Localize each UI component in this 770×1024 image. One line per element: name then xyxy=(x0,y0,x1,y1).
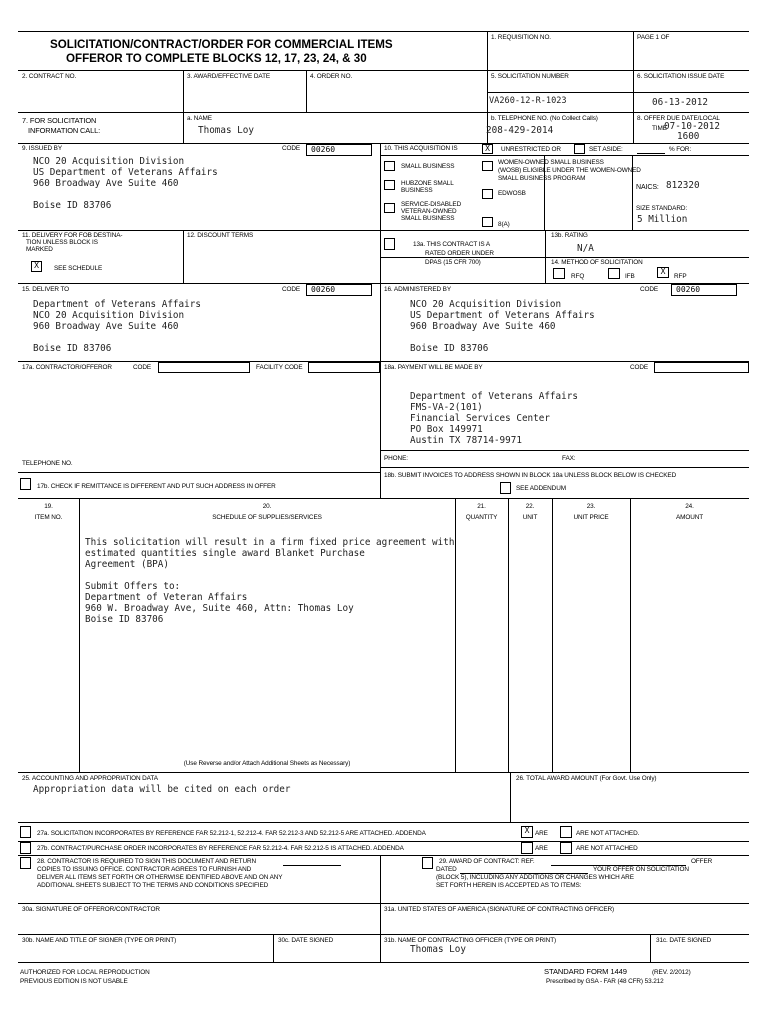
rating-label: 13b. RATING xyxy=(551,232,588,239)
ifb-label: IFB xyxy=(625,273,635,280)
telephone-label: b. TELEPHONE NO. (No Collect Calls) xyxy=(491,115,598,122)
copies-line xyxy=(283,865,341,866)
col-schedule: SCHEDULE OF SUPPLIES/SERVICES xyxy=(212,514,322,521)
sdvosb-label-3: SMALL BUSINESS xyxy=(401,215,455,222)
admin-code-value[interactable]: 00260 xyxy=(671,284,737,296)
contractor-sign-checkbox[interactable] xyxy=(20,857,31,869)
footer-previous-edition: PREVIOUS EDITION IS NOT USABLE xyxy=(20,978,128,985)
fax-label: FAX: xyxy=(562,455,576,462)
remittance-label: 17b. CHECK IF REMITTANCE IS DIFFERENT AND PUT SUCH ADDRESS IN OFFER xyxy=(37,483,276,490)
block-29-dated: DATED xyxy=(436,866,457,873)
block-28-line-4: ADDITIONAL SHEETS SUBJECT TO THE TERMS AND CONDITIONS SPECIFIED xyxy=(37,882,269,889)
offer-due-label: 8. OFFER DUE DATE/LOCAL xyxy=(637,115,720,122)
signature-co-label: 31a. UNITED STATES OF AMERICA (SIGNATURE OF CONTRACTING OFFICER) xyxy=(384,906,615,913)
far-27b-label: 27b. CONTRACT/PURCHASE ORDER INCORPORATES BY REFERENCE FAR 52.212-4. FAR 52.212-5 IS ATTACHED. ADDENDA xyxy=(37,845,404,852)
far-27b-not-checkbox[interactable] xyxy=(560,842,572,854)
award-date-label: 3. AWARD/EFFECTIVE DATE xyxy=(187,73,271,80)
discount-terms-label: 12. DISCOUNT TERMS xyxy=(187,232,254,239)
unrestricted-checkbox[interactable]: X xyxy=(482,144,493,154)
wosb-label-3: SMALL BUSINESS PROGRAM xyxy=(498,175,586,182)
col-unit-price: UNIT PRICE xyxy=(573,514,609,521)
contractor-label: 17a. CONTRACTOR/OFFEROR xyxy=(22,364,112,371)
size-standard-value[interactable]: 5 Million xyxy=(637,214,688,225)
far-27a-are-label: ARE xyxy=(535,830,548,837)
edwosb-checkbox[interactable] xyxy=(482,189,493,199)
edwosb-label: EDWOSB xyxy=(498,190,526,197)
col-amount-number: 24. xyxy=(685,503,694,510)
set-aside-label: SET ASIDE: xyxy=(589,146,623,153)
rated-order-label-2: RATED ORDER UNDER xyxy=(425,250,494,257)
rfp-checkbox[interactable]: X xyxy=(657,267,669,278)
info-call-label: 7. FOR SOLICITATION xyxy=(22,116,97,125)
footer-authorized: AUTHORIZED FOR LOCAL REPRODUCTION xyxy=(20,969,150,976)
far-27a-label: 27a. SOLICITATION INCORPORATES BY REFERENCE FAR 52.212-1, 52.212-4. FAR 52.212-3 AND 52.212-5 ARE ATTACHED. ADDENDA xyxy=(37,830,426,837)
accounting-value[interactable]: Appropriation data will be cited on each order xyxy=(33,784,291,795)
rfq-label: RFQ xyxy=(571,273,585,280)
rated-order-label-3: DPAS (15 CFR 700) xyxy=(425,259,481,266)
method-label: 14. METHOD OF SOLICITATION xyxy=(551,259,643,266)
far-27a-not-checkbox[interactable] xyxy=(560,826,572,838)
sdvosb-checkbox[interactable] xyxy=(384,203,395,213)
eight-a-label: 8(A) xyxy=(498,221,510,228)
facility-code-label: FACILITY CODE xyxy=(256,364,303,371)
signer-date-label: 30c. DATE SIGNED xyxy=(278,937,334,944)
contractor-code-label: CODE xyxy=(133,364,152,371)
issued-by-label: 9. ISSUED BY xyxy=(22,145,62,152)
facility-code-input[interactable] xyxy=(308,362,380,373)
col-amount: AMOUNT xyxy=(675,514,704,521)
accounting-label: 25. ACCOUNTING AND APPROPRIATION DATA xyxy=(22,775,158,782)
co-name-value[interactable]: Thomas Loy xyxy=(410,944,466,955)
co-date-label: 31c. DATE SIGNED xyxy=(656,937,712,944)
set-aside-checkbox[interactable] xyxy=(574,144,585,154)
telephone-value[interactable]: 208-429-2014 xyxy=(486,125,554,136)
name-label: a. NAME xyxy=(187,115,212,122)
eight-a-checkbox[interactable] xyxy=(482,217,493,227)
award-checkbox[interactable] xyxy=(422,857,433,869)
fob-label: 11. DELIVERY FOR FOB DESTINA- xyxy=(22,232,123,239)
rated-order-checkbox[interactable] xyxy=(384,238,395,250)
fob-label-3: MARKED xyxy=(26,246,53,253)
hubzone-checkbox[interactable] xyxy=(384,180,395,190)
see-addendum-checkbox[interactable] xyxy=(500,482,511,494)
block-29-line-3: (BLOCK 5), INCLUDING ANY ADDITIONS OR CHANGES WHICH ARE xyxy=(436,874,634,881)
naics-label: NAICS: xyxy=(636,184,659,191)
block-29-line-1: 29. AWARD OF CONTRACT: REF. xyxy=(439,858,535,865)
issue-date-value[interactable]: 06-13-2012 xyxy=(652,97,708,108)
issued-code-value[interactable]: 00260 xyxy=(306,144,372,156)
far-27b-checkbox[interactable] xyxy=(20,842,31,854)
deliver-to-label: 15. DELIVER TO xyxy=(22,286,70,293)
page-label: PAGE 1 OF xyxy=(637,34,670,41)
wosb-label-2: (WOSB) ELIGIBLE UNDER THE WOMEN-OWNED xyxy=(498,167,641,174)
rating-value[interactable]: N/A xyxy=(577,243,594,254)
col-quantity: QUANTITY xyxy=(465,514,498,521)
phone-label: PHONE: xyxy=(384,455,408,462)
see-schedule-checkbox[interactable]: X xyxy=(31,261,42,272)
contract-no-label: 2. CONTRACT NO. xyxy=(22,73,77,80)
info-call-label-2: INFORMATION CALL: xyxy=(28,126,101,135)
signature-offeror-label: 30a. SIGNATURE OF OFFEROR/CONTRACTOR xyxy=(22,906,160,913)
co-name-label: 31b. NAME OF CONTRACTING OFFICER (TYPE OR PRINT) xyxy=(384,937,557,944)
time-label: TIME xyxy=(652,125,667,132)
acquisition-label: 10. THIS ACQUISITION IS xyxy=(384,145,458,152)
far-27b-are-checkbox[interactable] xyxy=(521,842,533,854)
footer-revision: (REV. 2/2012) xyxy=(652,969,691,976)
payment-label: 18a. PAYMENT WILL BE MADE BY xyxy=(384,364,483,371)
col-unit-number: 22. xyxy=(525,503,535,510)
block-28-line-3: DELIVER ALL ITEMS SET FORTH OR OTHERWISE IDENTIFIED ABOVE AND ON ANY xyxy=(37,874,283,881)
far-27a-checkbox[interactable] xyxy=(20,826,31,838)
deliver-code-label: CODE xyxy=(282,286,301,293)
see-schedule-label: SEE SCHEDULE xyxy=(54,265,103,272)
remittance-checkbox[interactable] xyxy=(20,478,31,490)
payment-code-input[interactable] xyxy=(654,362,749,373)
deliver-code-value[interactable]: 00260 xyxy=(306,284,372,296)
contact-name-value[interactable]: Thomas Loy xyxy=(198,125,254,136)
col-quantity-number: 21. xyxy=(477,503,486,510)
far-27a-not-label: ARE NOT ATTACHED. xyxy=(576,830,640,837)
offer-due-date-value[interactable]: 07-10-2012 xyxy=(664,121,720,132)
col-unit-price-number: 23. xyxy=(586,503,596,510)
solicitation-number-value[interactable]: VA260-12-R-1023 xyxy=(489,96,567,106)
solicitation-number-label: 5. SOLICITATION NUMBER xyxy=(491,73,569,80)
size-standard-label: SIZE STANDARD: xyxy=(636,205,688,212)
payment-code-label: CODE xyxy=(630,364,649,371)
administered-by-label: 16. ADMINISTERED BY xyxy=(384,286,451,293)
form-title: SOLICITATION/CONTRACT/ORDER FOR COMMERCIAL ITEMS xyxy=(50,38,393,51)
far-27a-are-checkbox[interactable]: X xyxy=(521,826,533,838)
offer-due-time-value[interactable]: 1600 xyxy=(677,131,700,142)
small-business-checkbox[interactable] xyxy=(384,161,395,171)
signer-name-label: 30b. NAME AND TITLE OF SIGNER (TYPE OR PRINT) xyxy=(22,937,177,944)
footer-form-name: STANDARD FORM 1449 xyxy=(544,967,627,976)
hubzone-label-2: BUSINESS xyxy=(401,187,433,194)
rfq-checkbox[interactable] xyxy=(553,268,565,279)
unrestricted-label: UNRESTRICTED OR xyxy=(501,146,561,153)
order-no-label: 4. ORDER NO. xyxy=(310,73,353,80)
contractor-telephone-label: TELEPHONE NO. xyxy=(22,460,73,467)
sdvosb-label-2: VETERAN-OWNED xyxy=(401,208,457,215)
admin-code-label: CODE xyxy=(640,286,659,293)
block-29-offer: OFFER xyxy=(691,858,713,865)
block-29-line-4: SET FORTH HEREIN IS ACCEPTED AS TO ITEMS: xyxy=(436,882,582,889)
total-award-label: 26. TOTAL AWARD AMOUNT (For Govt. Use Only) xyxy=(516,775,657,782)
naics-value[interactable]: 812320 xyxy=(666,180,700,191)
col-item-no-number: 19. xyxy=(44,503,53,510)
wosb-checkbox[interactable] xyxy=(482,161,493,171)
invoice-label: 18b. SUBMIT INVOICES TO ADDRESS SHOWN IN BLOCK 18a UNLESS BLOCK BELOW IS CHECKED xyxy=(384,472,677,479)
set-aside-percent-line xyxy=(637,153,665,154)
far-27b-are-label: ARE xyxy=(535,845,548,852)
col-schedule-number: 20. xyxy=(262,503,272,510)
rfp-label: RFP xyxy=(674,273,687,280)
block-28-line-1: 28. CONTRACTOR IS REQUIRED TO SIGN THIS DOCUMENT AND RETURN xyxy=(37,858,256,865)
block-28-line-2: COPIES TO ISSUING OFFICE. CONTRACTOR AGREES TO FURNISH AND xyxy=(37,866,252,873)
far-27b-not-label: ARE NOT ATTACHED xyxy=(576,845,638,852)
wosb-label: WOMEN-OWNED SMALL BUSINESS xyxy=(498,159,604,166)
issued-code-label: CODE xyxy=(282,145,301,152)
col-unit: UNIT xyxy=(522,514,538,521)
contractor-code-input[interactable] xyxy=(158,362,250,373)
hubzone-label: HUBZONE SMALL xyxy=(401,180,454,187)
ifb-checkbox[interactable] xyxy=(608,268,620,279)
col-item-no: ITEM NO. xyxy=(34,514,63,521)
rated-order-label: 13a. THIS CONTRACT IS A xyxy=(413,241,491,248)
see-addendum-label: SEE ADDENDUM xyxy=(516,485,566,492)
fob-label-2: TION UNLESS BLOCK IS xyxy=(26,239,98,246)
small-business-label: SMALL BUSINESS xyxy=(401,163,455,170)
footer-prescribed: Prescribed by GSA - FAR (48 CFR) 53.212 xyxy=(546,978,664,985)
sdvosb-label: SERVICE-DISABLED xyxy=(401,201,462,208)
reverse-note: (Use Reverse and/or Attach Additional Sheets as Necessary) xyxy=(183,760,351,767)
block-29-your-offer: YOUR OFFER ON SOLICITATION xyxy=(593,866,689,873)
issue-date-label: 6. SOLICITATION ISSUE DATE xyxy=(637,73,725,80)
percent-for-label: % FOR: xyxy=(669,146,692,153)
form-subtitle: OFFEROR TO COMPLETE BLOCKS 12, 17, 23, 24, & 30 xyxy=(66,52,367,65)
requisition-no-label: 1. REQUISITION NO. xyxy=(491,34,551,41)
